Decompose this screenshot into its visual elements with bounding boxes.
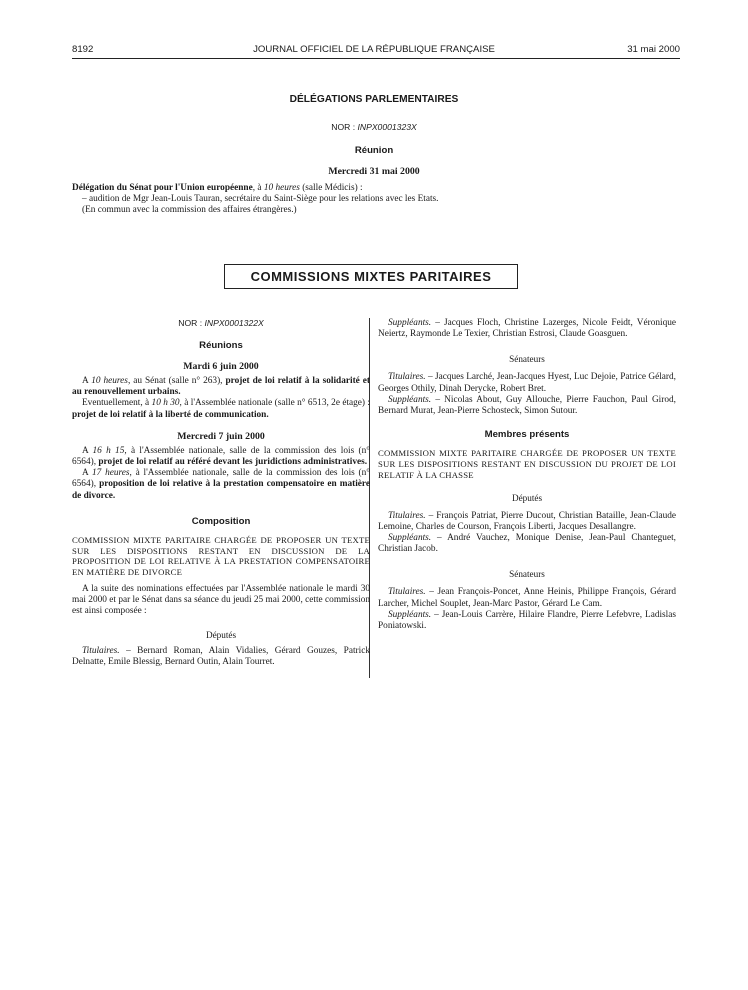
senateurs-suppleants	[378, 395, 676, 417]
mp-deputes-suppleants	[378, 533, 676, 555]
mp-senateurs-label: Sénateurs	[509, 569, 545, 580]
p3-bold: projet de loi relatif au référé devant les juridictions administratives.	[98, 457, 368, 468]
header-rule	[72, 58, 680, 59]
header-date: 31 mai 2000	[627, 44, 680, 55]
deputes-label: Députés	[205, 629, 237, 640]
cmp-title-box	[224, 264, 518, 289]
delegation-item-2: (En commun avec la commission des affaires étrangères.)	[82, 205, 297, 216]
right-column	[378, 318, 676, 632]
nor-code: INPX0001323X	[357, 122, 417, 132]
reunion-para-1	[72, 376, 370, 398]
titulaires-label-2: Titulaires.	[388, 372, 426, 383]
date-mercredi: Mercredi 7 juin 2000	[177, 430, 265, 442]
delegation-block	[72, 183, 672, 217]
p4-bold: proposition de loi relative à la prestation compensatoire en matière de divorce.	[72, 479, 370, 501]
titulaires-label-4: Titulaires.	[388, 587, 426, 598]
reunion-heading: Réunion	[354, 145, 394, 156]
mp-deputes-suppleants-names: – André Vauchez, Monique Denise, Jean-Paul Chanteguet, Christian Jacob.	[378, 533, 676, 555]
membres-presents-heading: Membres présents	[484, 429, 570, 441]
cmp-title: COMMISSIONS MIXTES PARITAIRES	[250, 269, 492, 284]
delegations-date: Mercredi 31 mai 2000	[328, 166, 420, 177]
cmp-nor-code: INPX0001322X	[204, 318, 264, 328]
composition-caps: COMMISSION MIXTE PARITAIRE CHARGÉE DE PROPOSER UN TEXTE SUR LES DISPOSITIONS RESTANT EN DISCUSSION DE LA PROPOSITION DE LOI RELATIVE À LA PRESTATION COMPENSATOIRE EN MATIÈRE DE DIVORCE	[72, 534, 370, 578]
delegations-title: DÉLÉGATIONS PARLEMENTAIRES	[289, 94, 459, 105]
p2-time: 10 h 30	[151, 398, 180, 409]
p4-b: , à l'Assemblée nationale, salle de la commission des lois (n° 6564),	[72, 468, 371, 490]
delegation-item-1: – audition de Mgr Jean-Louis Tauran, secrétaire du Saint-Siège pour les relations avec les Etats.	[82, 194, 439, 205]
mp-deputes-titulaires-names: – François Patriat, Pierre Ducout, Christian Bataille, Jean-Claude Lemoine, Charles de Courson, François Liberti, Jacques Desallangre.	[378, 510, 676, 532]
p2-b: , à l'Assemblée nationale (salle n° 6513, 2e étage) :	[179, 398, 370, 409]
p3-b: , à l'Assemblée nationale, salle de la commission des lois (n° 6564),	[72, 445, 371, 468]
p2-a: Eventuellement, à	[82, 398, 152, 409]
p2-bold: projet de loi relatif à la liberté de communication.	[72, 409, 269, 420]
senateurs-suppleants-names: – Nicolas About, Guy Allouche, Pierre Fauchon, Paul Girod, Bernard Murat, Jean-Pierre Schosteck, Simon Sutour.	[378, 394, 676, 417]
delegation-place: (salle Médicis) :	[299, 183, 363, 193]
page-number: 8192	[72, 44, 94, 55]
composition-para: A la suite des nominations effectuées par l'Assemblée nationale le mardi 30 mai 2000 et par le Sénat dans sa séance du jeudi 25 mai 2000, cette commission est ainsi composée :	[72, 584, 370, 617]
p4-a: A	[82, 468, 92, 479]
mp-senateurs-titulaires	[378, 587, 676, 609]
p1-b: , au Sénat (salle n° 263),	[127, 376, 226, 386]
p1-a: A	[82, 376, 92, 386]
p3-time: 16 h 15	[92, 445, 125, 456]
membres-presents-caps: COMMISSION MIXTE PARITAIRE CHARGÉE DE PROPOSER UN TEXTE SUR LES DISPOSITIONS RESTANT EN DISCUSSION DU PROJET DE LOI RELATIF À LA CHASSE	[378, 448, 676, 480]
nor-prefix: NOR :	[331, 122, 356, 132]
delegations-nor	[0, 122, 748, 132]
deputes-suppleants	[378, 318, 676, 340]
deputes-titulaires	[72, 646, 370, 668]
titulaires-label: Titulaires.	[82, 645, 120, 656]
mp-senateurs-suppleants	[378, 610, 676, 632]
mp-deputes-label: Députés	[511, 492, 543, 503]
reunion-para-3	[72, 446, 370, 468]
deputes-titulaires-names: – Bernard Roman, Alain Vidalies, Gérard Gouzes, Patrick Delnatte, Emile Blessig, Bernard Outin, Alain Tourret.	[72, 645, 370, 667]
senateurs-titulaires-names: – Jacques Larché, Jean-Jacques Hyest, Luc Dejoie, Patrice Gélard, Georges Othily, Dinah Derycke, Robert Bret.	[378, 372, 676, 394]
journal-title: JOURNAL OFFICIEL DE LA RÉPUBLIQUE FRANÇAISE	[253, 44, 495, 55]
cmp-nor	[72, 318, 370, 328]
mp-senateurs-titulaires-names: – Jean François-Poncet, Anne Heinis, Philippe François, Gérard Larcher, Michel Souplet, Jean-Marc Pastor, Gérard Le Cam.	[378, 587, 676, 609]
p4-time: 17 heures	[92, 468, 130, 479]
delegation-line	[72, 183, 672, 194]
suppleants-label: Suppléants.	[388, 318, 432, 328]
deputes-suppleants-names: – Jacques Floch, Christine Lazerges, Nicole Feidt, Véronique Neiertz, Raymonde Le Texier, Christian Estrosi, Claude Goasguen.	[378, 318, 676, 340]
p3-a: A	[82, 445, 93, 456]
suppleants-label-3: Suppléants.	[388, 533, 432, 544]
delegation-sep: , à	[252, 183, 264, 193]
mp-deputes-titulaires	[378, 511, 676, 533]
p1-bold: projet de loi relatif à la solidarité et au renouvellement urbains.	[72, 376, 371, 398]
composition-heading: Composition	[191, 515, 251, 527]
mp-senateurs-suppleants-names: – Jean-Louis Carrère, Hilaire Flandre, Pierre Lefebvre, Ladislas Poniatowski.	[378, 609, 676, 632]
reunions-heading: Réunions	[199, 340, 243, 351]
reunion-para-2	[72, 398, 370, 420]
p1-time: 10 heures	[91, 376, 128, 386]
suppleants-label-4: Suppléants.	[388, 609, 432, 620]
left-column	[72, 318, 370, 668]
senateurs-titulaires	[378, 372, 676, 394]
delegation-name: Délégation du Sénat pour l'Union européenne	[72, 183, 253, 193]
titulaires-label-3: Titulaires.	[388, 510, 426, 521]
date-mardi: Mardi 6 juin 2000	[183, 361, 259, 372]
senateurs-label: Sénateurs	[509, 354, 545, 365]
reunion-para-4	[72, 468, 370, 502]
cmp-nor-prefix: NOR :	[178, 318, 203, 328]
suppleants-label-2: Suppléants.	[388, 394, 432, 405]
delegation-time: 10 heures	[263, 183, 300, 193]
